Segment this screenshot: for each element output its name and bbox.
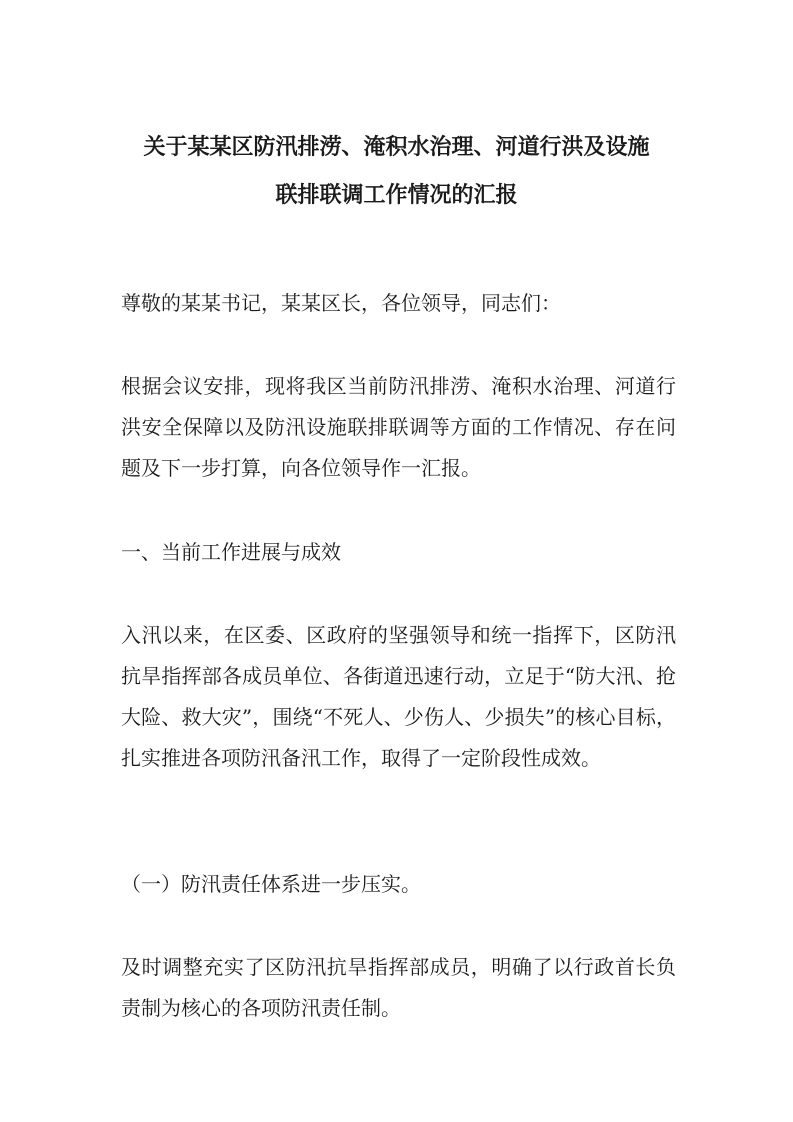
section-1-body-paragraph: 入汛以来，在区委、区政府的坚强领导和统一指挥下，区防汛抗旱指挥部各成员单位、各街道迅速行动，立足于“防大汛、抢大险、救大灾”，围绕“不死人、少伤人、少损失”的核心目标，扎实推进各项防汛备汛工作，取得了一定阶段性成效。 (121, 623, 676, 770)
document-title-line-2: 联排联调工作情况的汇报 (275, 182, 518, 208)
intro-paragraph: 根据会议安排，现将我区当前防汛排涝、淹积水治理、河道行洪安全保障以及防汛设施联排联调等方面的工作情况、存在问题及下一步打算，向各位领导作一汇报。 (121, 374, 676, 480)
section-1-heading: 一、当前工作进展与成效 (121, 540, 341, 564)
subsection-1-heading: （一）防汛责任体系进一步压实。 (121, 872, 421, 896)
greeting-paragraph: 尊敬的某某书记，某某区长，各位领导，同志们： (121, 291, 561, 315)
subsection-1-body-paragraph: 及时调整充实了区防汛抗旱指挥部成员，明确了以行政首长负责制为核心的各项防汛责任制。 (121, 955, 676, 1020)
document-title-line-1: 关于某某区防汛排涝、淹积水治理、河道行洪及设施 (143, 134, 650, 160)
